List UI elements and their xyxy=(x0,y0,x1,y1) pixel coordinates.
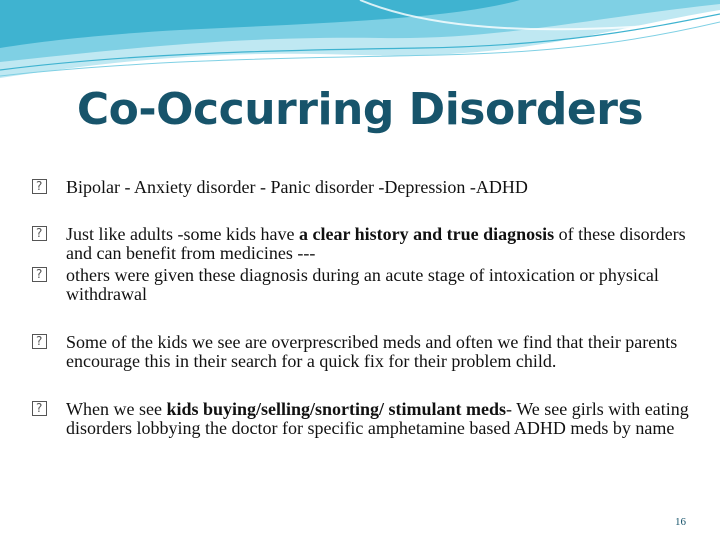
header-wave-decoration xyxy=(0,0,720,90)
bullet-text: others were given these diagnosis during an acute stage of intoxication or physical withdrawal xyxy=(66,265,659,304)
bullet-text: When we see xyxy=(66,399,167,419)
checkbox-icon xyxy=(32,401,47,416)
bullet-text: Bipolar - Anxiety disorder - Panic disorder -Depression -ADHD xyxy=(66,177,528,197)
bullet-list xyxy=(32,178,692,438)
checkbox-icon xyxy=(32,179,47,194)
page-number: 16 xyxy=(675,516,686,528)
checkbox-icon xyxy=(32,267,47,282)
bullet-text-bold: a clear history and true diagnosis xyxy=(298,224,555,244)
bullet-item xyxy=(32,225,692,263)
checkbox-icon xyxy=(32,226,47,241)
checkbox-icon xyxy=(32,334,47,349)
slide-title: Co-Occurring Disorders xyxy=(76,84,644,135)
bullet-text: of these disorders and can benefit from medicines --- xyxy=(66,224,686,263)
bullet-item xyxy=(32,400,692,438)
bullet-text: Some of the kids we see are overprescribed meds and often we find that their parents encourage this in their search for a quick fix for their problem child. xyxy=(66,332,678,371)
bullet-text: Just like adults -some kids have xyxy=(66,224,299,244)
bullet-text-bold: kids buying/selling/snorting/ stimulant meds xyxy=(166,399,507,419)
bullet-item xyxy=(32,178,692,197)
bullet-text: - We see girls with eating disorders lobbying the doctor for specific amphetamine based ADHD meds by name xyxy=(66,399,689,438)
bullet-item xyxy=(32,266,692,304)
bullet-item xyxy=(32,333,692,371)
